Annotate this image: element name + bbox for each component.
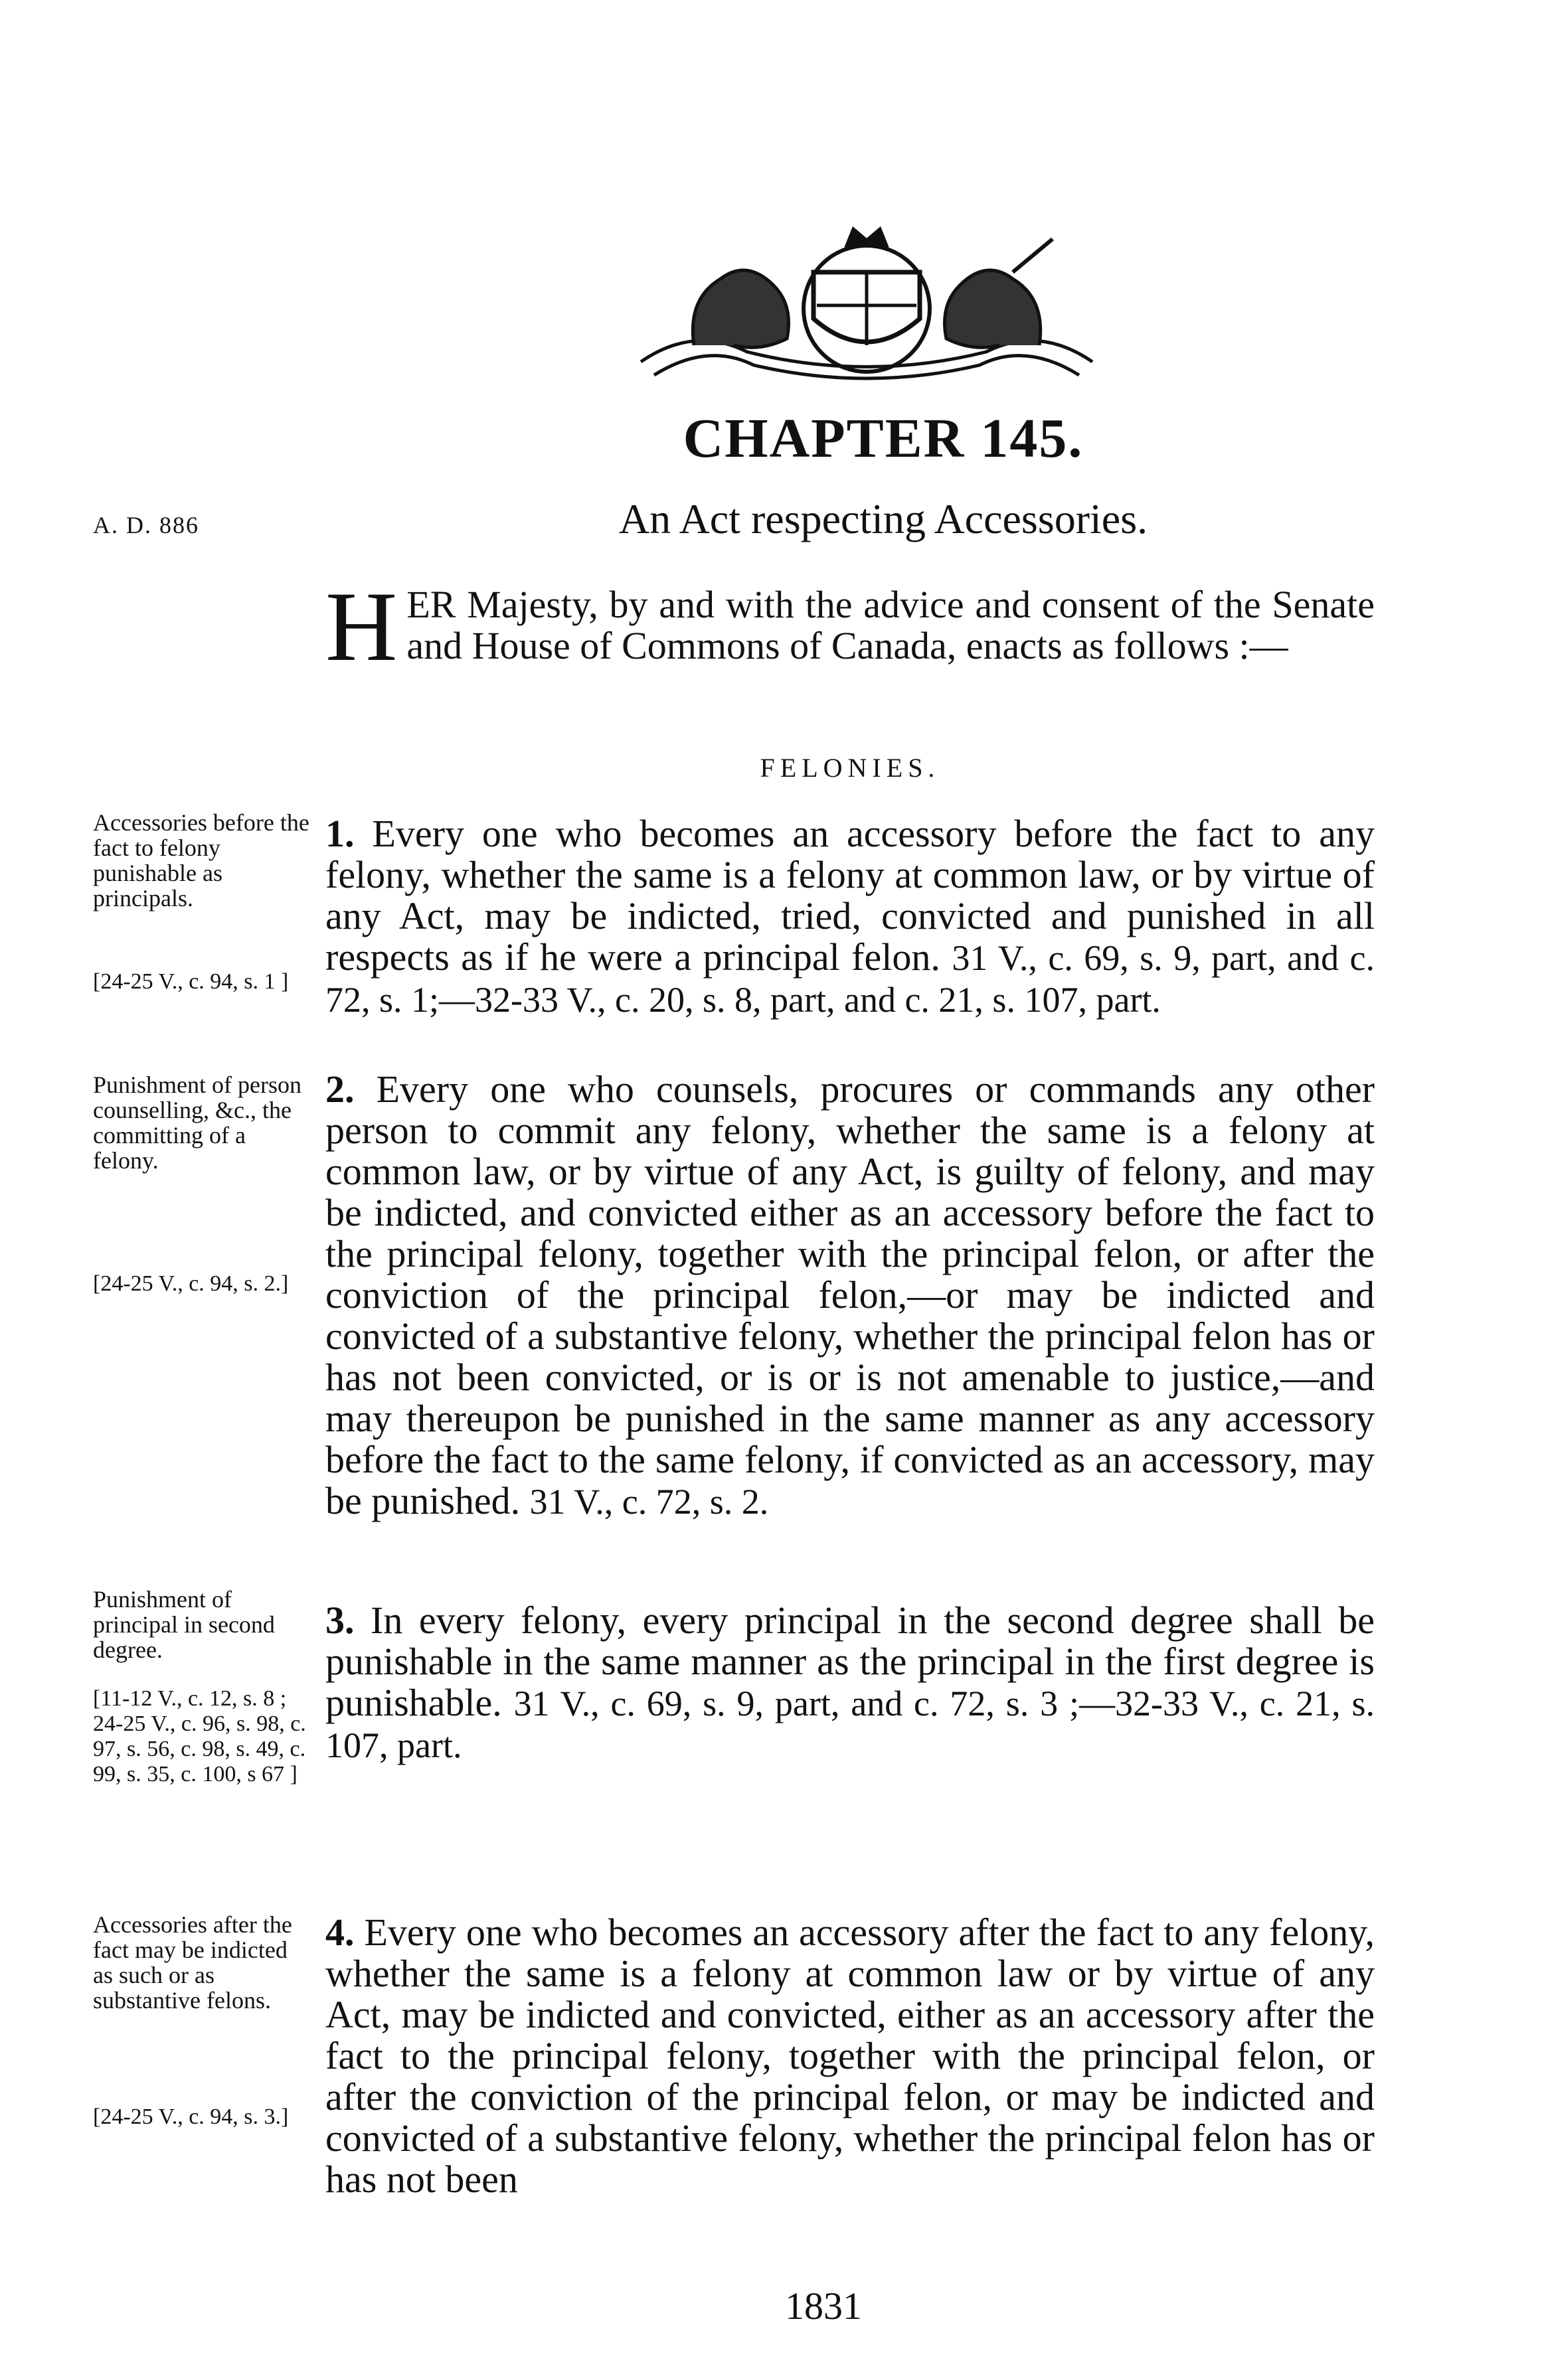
section-text: In every felony, every principal in the second degree shall be punishable in the same manner as the principal in the first degree is punishable. — [325, 1599, 1375, 1724]
marginal-reference: [24-25 V., c. 94, s. 3.] — [93, 2104, 289, 2129]
act-title: An Act respecting Accessories. — [618, 495, 1148, 542]
marginal-note: Accessories after the fact may be indicted as such or as substantive felons. — [93, 1911, 292, 2014]
marginal-reference: [11-12 V., c. 12, s. 8 ; 24-25 V., c. 96, s. 98, c. 97, s. 56, c. 98, s. 49, c. 99, s. 35, c. 100, s 67 ] — [93, 1686, 306, 1786]
section-3 — [325, 1600, 1375, 1766]
section-text: Every one who becomes an accessory before the fact to any felony, whether the same is a felony at common law, or by virtue of any Act, may be indicted, tried, convicted and punished in all respects as if he were a principal felon. — [325, 812, 1375, 979]
chapter-heading: CHAPTER 145. — [683, 408, 1084, 469]
section-text: Every one who counsels, procures or commands any other person to commit any felony, whether the same is a felony at common law, or by virtue of any Act, is guilty of felony, and may be indicted, and convicted either as an accessory before the fact to the principal felony, together with the principal felon, or after the conviction of the principal felon,—or may be indicted and convicted of a substantive felony, whether the principal felon has or has not been convicted, or is or is not amenable to justice,—and may thereupon be punished in the same manner as any accessory before the fact to the same felony, if convicted as an accessory, may be punished. — [325, 1068, 1375, 1522]
section-1 — [325, 813, 1375, 1020]
section-2 — [325, 1069, 1375, 1522]
marginal-reference: [24-25 V., c. 94, s. 2.] — [93, 1271, 289, 1296]
drop-cap: H — [325, 572, 398, 682]
section-number: 4. — [325, 1911, 355, 1954]
section-citation: 31 V., c. 72, s. 2. — [529, 1482, 769, 1522]
coat-of-arms-icon — [614, 226, 1119, 392]
year-note: A. D. 886 — [93, 512, 199, 538]
section-heading: FELONIES. — [760, 753, 940, 783]
section-number: 1. — [325, 812, 355, 855]
marginal-note: Punishment of person counselling, &c., the committing of a felony. — [93, 1071, 301, 1174]
section-4 — [325, 1912, 1375, 2200]
section-number: 3. — [325, 1599, 355, 1642]
section-citation: 31 V., c. 69, s. 9, part, and c. 72, s. 3 ;—32-33 V., c. 21, s. 107, part. — [325, 1684, 1375, 1765]
marginal-reference: [24-25 V., c. 94, s. 1 ] — [93, 969, 289, 994]
section-number: 2. — [325, 1068, 355, 1111]
page-number: 1831 — [785, 2284, 862, 2328]
enacting-text: ER Majesty, by and with the advice and consent of the Senate and House of Commons of Canada, enacts as follows :— — [406, 583, 1375, 667]
marginal-note: Punishment of principal in second degree. — [93, 1586, 275, 1663]
enacting-clause — [325, 572, 1375, 682]
section-text: Every one who becomes an accessory after the fact to any felony, whether the same is a felony at common law or by virtue of any Act, may be indicted and convicted, either as an accessory after the fact to the principal felony, together with the principal felon, or after the conviction of the principal felon, or may be indicted and convicted of a substantive felony, whether the principal felon has or has not been — [325, 1911, 1375, 2201]
marginal-note: Accessories before the fact to felony punishable as principals. — [93, 809, 309, 912]
section-citation: 31 V., c. 69, s. 9, part, and c. 72, s. 1;—32-33 V., c. 20, s. 8, part, and c. 21, s. 107, part. — [325, 938, 1375, 1020]
